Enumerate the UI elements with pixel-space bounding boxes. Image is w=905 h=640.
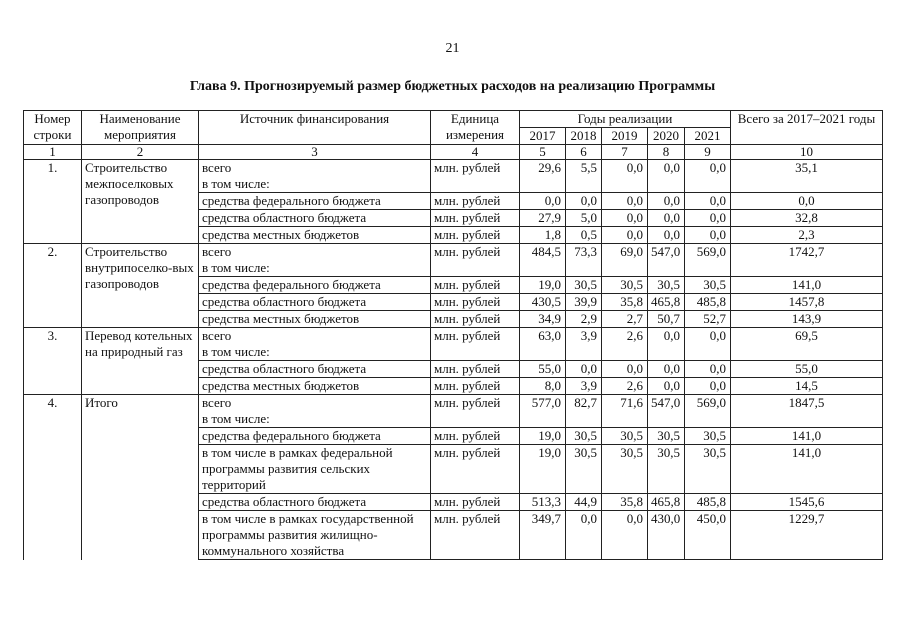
funding-source: средства областного бюджета bbox=[199, 294, 431, 311]
unit: млн. рублей bbox=[431, 328, 520, 361]
row-number: 4. bbox=[24, 395, 82, 560]
row-number: 3. bbox=[24, 328, 82, 395]
funding-source: всего в том числе: bbox=[199, 244, 431, 277]
header-year: 2018 bbox=[566, 128, 602, 145]
year-value: 30,5 bbox=[685, 277, 731, 294]
header-years-group: Годы реализации bbox=[520, 111, 731, 128]
unit: млн. рублей bbox=[431, 445, 520, 494]
activity-name: Строительство внутрипоселко-вых газопроводов bbox=[82, 244, 199, 328]
year-value: 30,5 bbox=[566, 445, 602, 494]
year-value: 35,8 bbox=[602, 294, 648, 311]
funding-source: средства местных бюджетов bbox=[199, 311, 431, 328]
year-value: 485,8 bbox=[685, 494, 731, 511]
header-year: 2017 bbox=[520, 128, 566, 145]
table-row bbox=[24, 160, 883, 193]
total-value: 1545,6 bbox=[731, 494, 883, 511]
year-value: 0,0 bbox=[648, 328, 685, 361]
activity-name: Перевод котельных на природный газ bbox=[82, 328, 199, 395]
year-value: 465,8 bbox=[648, 494, 685, 511]
year-value: 0,0 bbox=[566, 511, 602, 560]
year-value: 547,0 bbox=[648, 244, 685, 277]
header-total: Всего за 2017–2021 годы bbox=[731, 111, 883, 145]
table-row bbox=[24, 328, 883, 361]
year-value: 0,0 bbox=[602, 227, 648, 244]
chapter-title: Глава 9. Прогнозируемый размер бюджетных расходов на реализацию Программы bbox=[189, 79, 716, 94]
year-value: 30,5 bbox=[648, 277, 685, 294]
unit: млн. рублей bbox=[431, 378, 520, 395]
year-value: 19,0 bbox=[520, 428, 566, 445]
year-value: 2,6 bbox=[602, 378, 648, 395]
year-value: 0,0 bbox=[685, 210, 731, 227]
funding-source: средства федерального бюджета bbox=[199, 277, 431, 294]
funding-source: в том числе в рамках государственной программы развития жилищно-коммунального хозяйства bbox=[199, 511, 431, 560]
year-value: 349,7 bbox=[520, 511, 566, 560]
year-value: 0,0 bbox=[685, 378, 731, 395]
column-number: 8 bbox=[648, 145, 685, 160]
unit: млн. рублей bbox=[431, 395, 520, 428]
header-activity: Наименование мероприятия bbox=[82, 111, 199, 145]
column-number: 2 bbox=[82, 145, 199, 160]
row-number: 2. bbox=[24, 244, 82, 328]
year-value: 35,8 bbox=[602, 494, 648, 511]
unit: млн. рублей bbox=[431, 210, 520, 227]
year-value: 0,0 bbox=[648, 227, 685, 244]
total-value: 55,0 bbox=[731, 361, 883, 378]
unit: млн. рублей bbox=[431, 511, 520, 560]
row-number: 1. bbox=[24, 160, 82, 244]
unit: млн. рублей bbox=[431, 361, 520, 378]
year-value: 0,0 bbox=[648, 160, 685, 193]
total-value: 1229,7 bbox=[731, 511, 883, 560]
column-number: 1 bbox=[24, 145, 82, 160]
header-row-number: Номер строки bbox=[24, 111, 82, 145]
total-value: 1742,7 bbox=[731, 244, 883, 277]
total-value: 141,0 bbox=[731, 445, 883, 494]
year-value: 27,9 bbox=[520, 210, 566, 227]
year-value: 0,0 bbox=[566, 361, 602, 378]
total-value: 1847,5 bbox=[731, 395, 883, 428]
unit: млн. рублей bbox=[431, 277, 520, 294]
funding-source: всего в том числе: bbox=[199, 160, 431, 193]
funding-source: средства областного бюджета bbox=[199, 361, 431, 378]
year-value: 0,0 bbox=[602, 160, 648, 193]
header-year: 2019 bbox=[602, 128, 648, 145]
year-value: 430,5 bbox=[520, 294, 566, 311]
year-value: 30,5 bbox=[566, 428, 602, 445]
year-value: 30,5 bbox=[566, 277, 602, 294]
year-value: 0,0 bbox=[648, 210, 685, 227]
unit: млн. рублей bbox=[431, 294, 520, 311]
year-value: 0,0 bbox=[602, 361, 648, 378]
year-value: 0,0 bbox=[685, 227, 731, 244]
year-value: 30,5 bbox=[648, 445, 685, 494]
column-number-row bbox=[24, 145, 883, 160]
year-value: 0,0 bbox=[685, 193, 731, 210]
year-value: 0,5 bbox=[566, 227, 602, 244]
year-value: 30,5 bbox=[602, 428, 648, 445]
column-number: 7 bbox=[602, 145, 648, 160]
table-row bbox=[24, 244, 883, 277]
unit: млн. рублей bbox=[431, 428, 520, 445]
year-value: 8,0 bbox=[520, 378, 566, 395]
year-value: 2,9 bbox=[566, 311, 602, 328]
year-value: 0,0 bbox=[602, 511, 648, 560]
year-value: 547,0 bbox=[648, 395, 685, 428]
column-number: 5 bbox=[520, 145, 566, 160]
year-value: 30,5 bbox=[602, 445, 648, 494]
unit: млн. рублей bbox=[431, 193, 520, 210]
page-number: 21 bbox=[445, 41, 460, 56]
funding-source: средства местных бюджетов bbox=[199, 378, 431, 395]
column-number: 6 bbox=[566, 145, 602, 160]
column-number: 9 bbox=[685, 145, 731, 160]
total-value: 2,3 bbox=[731, 227, 883, 244]
year-value: 0,0 bbox=[685, 328, 731, 361]
year-value: 569,0 bbox=[685, 395, 731, 428]
funding-source: средства федерального бюджета bbox=[199, 193, 431, 210]
year-value: 0,0 bbox=[648, 378, 685, 395]
column-number: 10 bbox=[731, 145, 883, 160]
funding-source: всего в том числе: bbox=[199, 395, 431, 428]
year-value: 0,0 bbox=[648, 361, 685, 378]
year-value: 5,0 bbox=[566, 210, 602, 227]
funding-source: в том числе в рамках федеральной программы развития сельских территорий bbox=[199, 445, 431, 494]
year-value: 484,5 bbox=[520, 244, 566, 277]
year-value: 34,9 bbox=[520, 311, 566, 328]
year-value: 430,0 bbox=[648, 511, 685, 560]
total-value: 143,9 bbox=[731, 311, 883, 328]
total-value: 69,5 bbox=[731, 328, 883, 361]
unit: млн. рублей bbox=[431, 244, 520, 277]
year-value: 2,7 bbox=[602, 311, 648, 328]
year-value: 1,8 bbox=[520, 227, 566, 244]
activity-name: Строительство межпоселковых газопроводов bbox=[82, 160, 199, 244]
year-value: 30,5 bbox=[685, 428, 731, 445]
year-value: 485,8 bbox=[685, 294, 731, 311]
total-value: 35,1 bbox=[731, 160, 883, 193]
year-value: 0,0 bbox=[685, 361, 731, 378]
year-value: 55,0 bbox=[520, 361, 566, 378]
year-value: 19,0 bbox=[520, 445, 566, 494]
total-value: 32,8 bbox=[731, 210, 883, 227]
year-value: 0,0 bbox=[520, 193, 566, 210]
year-value: 5,5 bbox=[566, 160, 602, 193]
unit: млн. рублей bbox=[431, 494, 520, 511]
header-year: 2021 bbox=[685, 128, 731, 145]
table-body bbox=[24, 160, 883, 560]
year-value: 50,7 bbox=[648, 311, 685, 328]
year-value: 30,5 bbox=[648, 428, 685, 445]
year-value: 19,0 bbox=[520, 277, 566, 294]
year-value: 0,0 bbox=[566, 193, 602, 210]
year-value: 30,5 bbox=[685, 445, 731, 494]
unit: млн. рублей bbox=[431, 227, 520, 244]
year-value: 3,9 bbox=[566, 378, 602, 395]
total-value: 141,0 bbox=[731, 277, 883, 294]
year-value: 0,0 bbox=[685, 160, 731, 193]
header-unit: Единица измерения bbox=[431, 111, 520, 145]
year-value: 44,9 bbox=[566, 494, 602, 511]
year-value: 73,3 bbox=[566, 244, 602, 277]
year-value: 52,7 bbox=[685, 311, 731, 328]
table-row bbox=[24, 395, 883, 428]
year-value: 39,9 bbox=[566, 294, 602, 311]
year-value: 0,0 bbox=[602, 210, 648, 227]
year-value: 0,0 bbox=[602, 193, 648, 210]
total-value: 0,0 bbox=[731, 193, 883, 210]
header-year: 2020 bbox=[648, 128, 685, 145]
year-value: 577,0 bbox=[520, 395, 566, 428]
year-value: 513,3 bbox=[520, 494, 566, 511]
funding-source: всего в том числе: bbox=[199, 328, 431, 361]
column-number: 4 bbox=[431, 145, 520, 160]
total-value: 1457,8 bbox=[731, 294, 883, 311]
activity-name: Итого bbox=[82, 395, 199, 560]
year-value: 82,7 bbox=[566, 395, 602, 428]
funding-source: средства местных бюджетов bbox=[199, 227, 431, 244]
unit: млн. рублей bbox=[431, 160, 520, 193]
year-value: 69,0 bbox=[602, 244, 648, 277]
header-source: Источник финансирования bbox=[199, 111, 431, 145]
year-value: 29,6 bbox=[520, 160, 566, 193]
year-value: 569,0 bbox=[685, 244, 731, 277]
year-value: 3,9 bbox=[566, 328, 602, 361]
funding-source: средства областного бюджета bbox=[199, 210, 431, 227]
funding-source: средства областного бюджета bbox=[199, 494, 431, 511]
funding-source: средства федерального бюджета bbox=[199, 428, 431, 445]
unit: млн. рублей bbox=[431, 311, 520, 328]
year-value: 0,0 bbox=[648, 193, 685, 210]
year-value: 2,6 bbox=[602, 328, 648, 361]
budget-table bbox=[23, 110, 883, 560]
year-value: 450,0 bbox=[685, 511, 731, 560]
total-value: 14,5 bbox=[731, 378, 883, 395]
year-value: 71,6 bbox=[602, 395, 648, 428]
total-value: 141,0 bbox=[731, 428, 883, 445]
year-value: 30,5 bbox=[602, 277, 648, 294]
column-number: 3 bbox=[199, 145, 431, 160]
table-header bbox=[24, 111, 883, 160]
year-value: 63,0 bbox=[520, 328, 566, 361]
year-value: 465,8 bbox=[648, 294, 685, 311]
